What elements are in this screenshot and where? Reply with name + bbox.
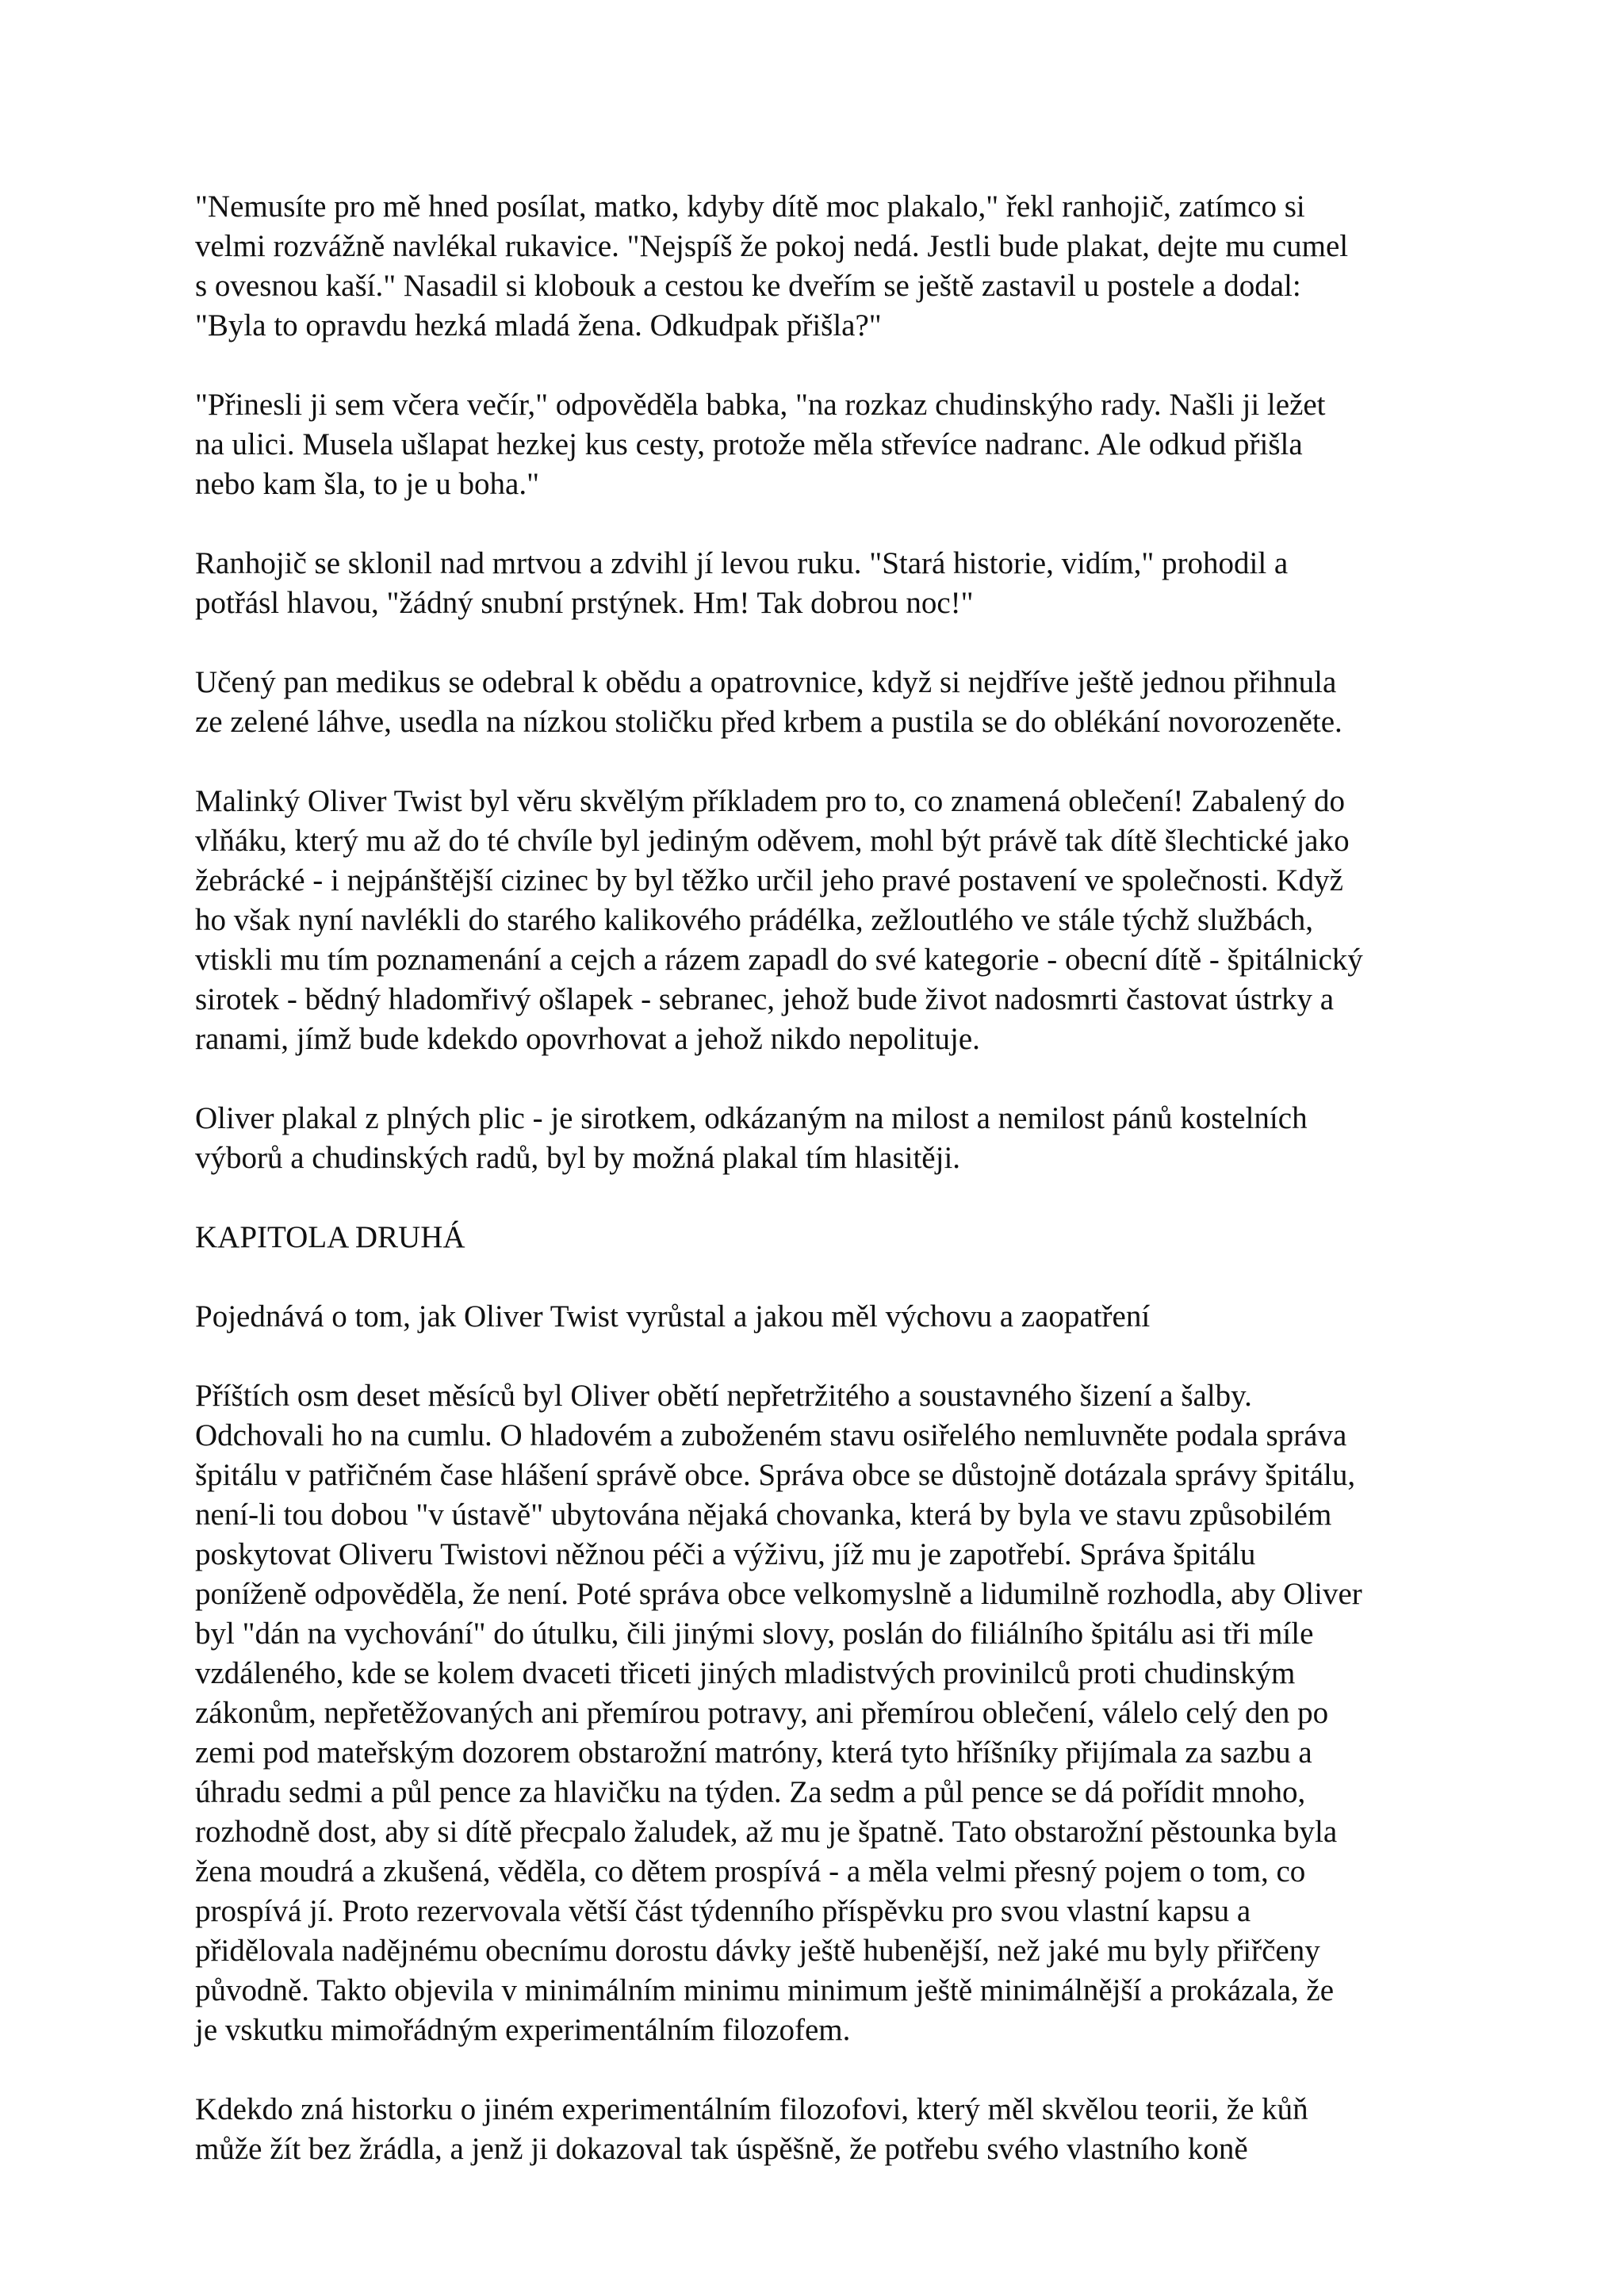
text-line: poníženě odpověděla, že není. Poté správa obce velkomyslně a lidumilně rozhodla, aby Oliver xyxy=(195,1577,1362,1611)
text-line: Odchovali ho na cumlu. O hladovém a zuboženém stavu osiřelého nemluvněte podala správa xyxy=(195,1418,1347,1452)
document-page xyxy=(195,187,1448,2169)
text-line: vtiskli mu tím poznamenání a cejch a rázem zapadl do své kategorie - obecní dítě - špitálnický xyxy=(195,943,1363,977)
text-line: poskytovat Oliveru Twistovi něžnou péči a výživu, jíž mu je zapotřebí. Správa špitálu xyxy=(195,1537,1256,1571)
text-line: úhradu sedmi a půl pence za hlavičku na týden. Za sedm a půl pence se dá pořídit mnoho, xyxy=(195,1775,1306,1809)
paragraph-10 xyxy=(195,2090,1448,2169)
paragraph-5 xyxy=(195,782,1448,1059)
text-line: byl "dán na vychování" do útulku, čili jinými slovy, poslán do filiálního špitálu asi tři míle xyxy=(195,1617,1314,1651)
text-line: Ranhojič se sklonil nad mrtvou a zdvihl jí levou ruku. "Stará historie, vidím," prohodil a xyxy=(195,546,1289,580)
text-line: žebrácké - i nejpánštější cizinec by byl těžko určil jeho pravé postavení ve společnosti. Když xyxy=(195,863,1343,897)
text-line: Oliver plakal z plných plic - je sirotkem, odkázaným na milost a nemilost pánů kostelních xyxy=(195,1101,1308,1135)
text-line: nebo kam šla, to je u boha." xyxy=(195,467,539,501)
paragraph-2 xyxy=(195,385,1448,504)
text-line: rozhodně dost, aby si dítě přecpalo žaludek, až mu je špatně. Tato obstarožní pěstounka byla xyxy=(195,1815,1338,1849)
text-line: sirotek - bědný hladomřivý ošlapek - sebranec, jehož bude život nadosmrti častovat ústrky a xyxy=(195,982,1335,1016)
text-line: prospívá jí. Proto rezervovala větší část týdenního příspěvku pro svou vlastní kapsu a xyxy=(195,1894,1251,1928)
text-line: Kdekdo zná historku o jiném experimentálním filozofovi, který měl skvělou teorii, že kůň xyxy=(195,2092,1308,2126)
text-line: přidělovala nadějnému obecnímu dorostu dávky ještě hubenější, než jaké mu byly přiřčeny xyxy=(195,1934,1320,1968)
text-line: není-li tou dobou "v ústavě" ubytována nějaká chovanka, která by byla ve stavu způsobilém xyxy=(195,1498,1332,1532)
text-line: Příštích osm deset měsíců byl Oliver obětí nepřetržitého a soustavného šizení a šalby. xyxy=(195,1379,1252,1413)
text-line: žena moudrá a zkušená, věděla, co dětem prospívá - a měla velmi přesný pojem o tom, co xyxy=(195,1854,1306,1888)
chapter-subtitle xyxy=(195,1297,1448,1337)
paragraph-3 xyxy=(195,544,1448,623)
text-line: vzdáleného, kde se kolem dvaceti třiceti jiných mladistvých provinilců proti chudinským xyxy=(195,1656,1296,1690)
text-line: špitálu v patřičném čase hlášení správě obce. Správa obce se důstojně dotázala správy špitálu, xyxy=(195,1458,1356,1492)
text-line: může žít bez žrádla, a jenž ji dokazoval tak úspěšně, že potřebu svého vlastního koně xyxy=(195,2132,1248,2166)
text-line: Učený pan medikus se odebral k obědu a opatrovnice, když si nejdříve ještě jednou přihnula xyxy=(195,665,1337,699)
text-line: vlňáku, který mu až do té chvíle byl jediným oděvem, mohl být právě tak dítě šlechtické jako xyxy=(195,824,1350,858)
text-line: "Přinesli ji sem včera večír," odpověděla babka, "na rozkaz chudinskýho rady. Našli ji ležet xyxy=(195,388,1326,422)
paragraph-6 xyxy=(195,1099,1448,1178)
paragraph-9 xyxy=(195,1376,1448,2050)
paragraph-1 xyxy=(195,187,1448,346)
paragraph-4 xyxy=(195,663,1448,742)
text-line: zemi pod mateřským dozorem obstarožní matróny, která tyto hříšníky přijímala za sazbu a xyxy=(195,1735,1312,1770)
chapter-title: KAPITOLA DRUHÁ xyxy=(195,1220,465,1254)
text-line: ze zelené láhve, usedla na nízkou stoličku před krbem a pustila se do oblékání novorozeněte. xyxy=(195,705,1342,739)
text-line: je vskutku mimořádným experimentálním filozofem. xyxy=(195,2013,851,2047)
text-line: Malinký Oliver Twist byl věru skvělým příkladem pro to, co znamená oblečení! Zabalený do xyxy=(195,784,1345,818)
chapter-heading xyxy=(195,1218,1448,1257)
text-line: s ovesnou kaší." Nasadil si klobouk a cestou ke dveřím se ještě zastavil u postele a dodal: xyxy=(195,269,1301,303)
text-line: velmi rozvážně navlékal rukavice. "Nejspíš že pokoj nedá. Jestli bude plakat, dejte mu cumel xyxy=(195,229,1349,263)
text-line: potřásl hlavou, "žádný snubní prstýnek. Hm! Tak dobrou noc!" xyxy=(195,586,974,620)
text-line: "Byla to opravdu hezká mladá žena. Odkudpak přišla?" xyxy=(195,308,882,342)
text-line: výborů a chudinských radů, byl by možná plakal tím hlasitěji. xyxy=(195,1141,961,1175)
text-line: ho však nyní navlékli do starého kalikového prádélka, zežloutlého ve stále týchž službách, xyxy=(195,903,1314,937)
chapter-subtitle-line: Pojednává o tom, jak Oliver Twist vyrůstal a jakou měl výchovu a zaopatření xyxy=(195,1299,1151,1334)
text-line: ranami, jímž bude kdekdo opovrhovat a jehož nikdo nepolituje. xyxy=(195,1022,980,1056)
text-line: původně. Takto objevila v minimálním minimu minimum ještě minimálnější a prokázala, že xyxy=(195,1973,1335,2007)
text-line: zákonům, nepřetěžovaných ani přemírou potravy, ani přemírou oblečení, válelo celý den po xyxy=(195,1696,1329,1730)
text-line: na ulici. Musela ušlapat hezkej kus cesty, protože měla střevíce nadranc. Ale odkud přišla xyxy=(195,427,1303,461)
text-line: "Nemusíte pro mě hned posílat, matko, kdyby dítě moc plakalo," řekl ranhojič, zatímco si xyxy=(195,189,1305,224)
